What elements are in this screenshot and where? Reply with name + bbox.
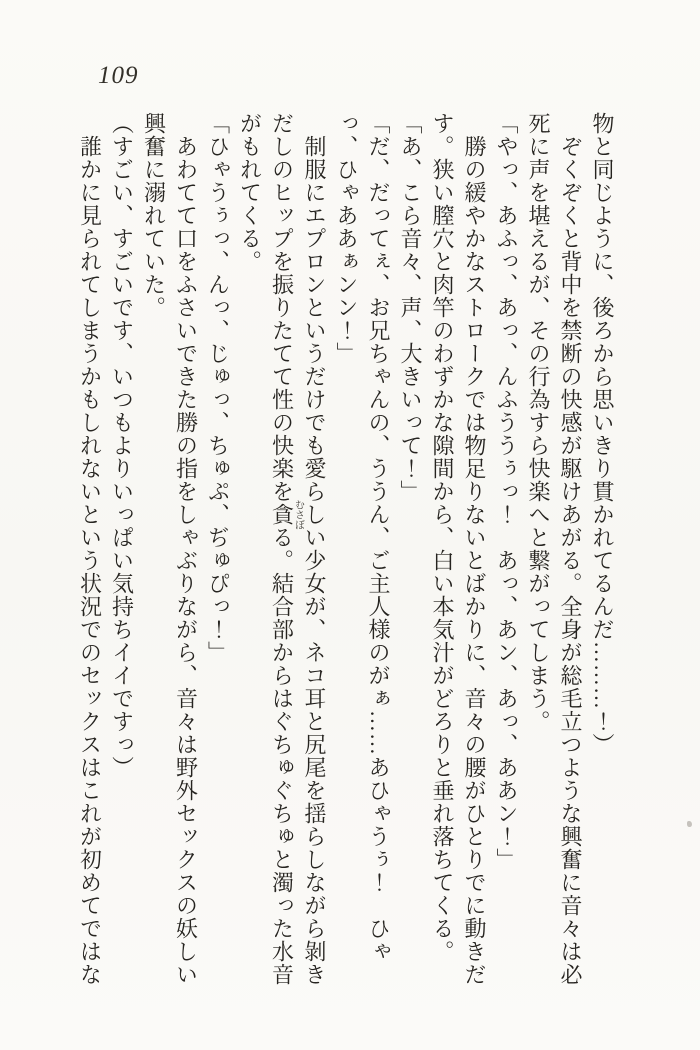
paragraph: あわてて口をふさいできた勝の指をしゃぶりながら、音々は野外セックスの妖しい興奮に溺れていた。	[141, 112, 199, 986]
paragraph: 勝の緩やかなストロークでは物足りないとばかりに、音々の腰がひとりでに動きだす。狭い膣穴と肉竿のわずかな隙間から、白い本気汁がどろりと垂れ落ちてくる。	[430, 112, 487, 986]
paragraph: 誰かに見られてしまうかもしれないという状況でのセックスはこれが初めてではな	[77, 135, 103, 986]
paragraph: ぞくぞくと背中を禁断の快感が駆けあがる。全身が総毛立つような興奮に音々は必死に声を堪えるが、その行為すら快楽へと繋がってしまう。	[526, 112, 583, 986]
paragraph: 「ひゃうぅっ、んっ、じゅっ、ちゅぷ、ぢゅぴっ！」	[205, 112, 231, 664]
paragraph: （すごい、すごいです、いつもよりいっぱい気持ちイイですっ）	[109, 112, 135, 779]
paragraph: 物と同じように、後ろから思いきり貫かれてるんだ………！）	[590, 112, 615, 756]
paragraph: 制服にエプロンというだけでも愛らしい少女が、ネコ耳と尻尾を揺らしながら剝きだしのヒップを振りたてて性の快楽を貪むさぼる。結合部からはぐちゅぐちゅと濁った水音がもれてくる。	[237, 112, 327, 986]
page-text	[74, 112, 619, 992]
paragraph: 「やっ、あふっ、あっ、んふううぅっ！ あっ、あン、あっ、ああン！」	[494, 112, 519, 871]
page-number: 109	[98, 62, 139, 89]
furigana-base: 貪むさぼ	[269, 499, 304, 530]
paragraph: 「あ、こら音々、声、大きいって！」	[398, 112, 423, 503]
furigana-reading: むさぼ	[292, 499, 304, 530]
paragraph: 「だ、だってぇ、お兄ちゃんの、ううん、ご主人様のがぁ……あひゃうぅ！ ひゃっ、ひゃああぁンン！」	[334, 112, 391, 963]
scan-speck	[687, 821, 692, 827]
